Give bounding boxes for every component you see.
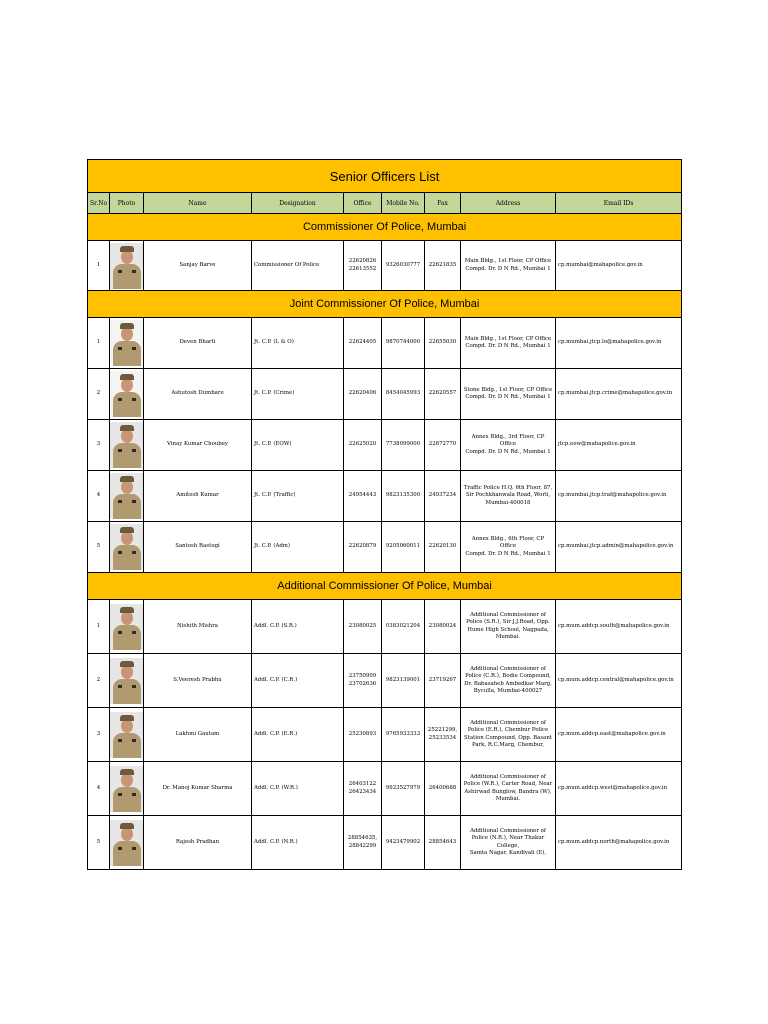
mobile-text: 9765933333: [385, 730, 421, 737]
office-phone-cell: [344, 522, 382, 573]
fax-cell: [425, 420, 461, 471]
office-phone-cell: [344, 471, 382, 522]
name-text: Rajesh Pradhan: [175, 838, 220, 845]
fax-cell: [425, 600, 461, 654]
sr-no-cell: [88, 318, 110, 369]
address-text: Stone Bldg., 1st Floor, CP Office Compd. Dr. D N Rd., Mumbai 1: [463, 386, 553, 400]
name-text: Lakhmi Gautam: [175, 730, 220, 737]
mobile-text: 9823135300: [385, 492, 421, 499]
mobile-text: 8454045993: [385, 390, 421, 397]
fax-text: 22672770: [428, 441, 457, 448]
email-cell: [556, 471, 682, 522]
officer-photo-icon: [110, 524, 144, 570]
email-cell: [556, 816, 682, 870]
email-cell: [556, 241, 682, 291]
sr-no-text: 4: [96, 784, 101, 791]
section-header-row: [88, 291, 682, 318]
address-cell: [461, 471, 556, 522]
sr-no-text: 1: [96, 339, 101, 346]
office-phone-text: 24954443: [348, 492, 377, 499]
table-row: [88, 654, 682, 708]
sr-no-cell: [88, 420, 110, 471]
office-phone-text: 22620826 22613552: [348, 258, 377, 272]
photo-cell: [110, 420, 144, 471]
photo-cell: [110, 762, 144, 816]
section-header-row: [88, 573, 682, 600]
fax-text: 23719267: [428, 676, 457, 683]
fax-text: 25221299, 25233534: [427, 727, 458, 741]
mobile-text: 9823139001: [385, 676, 421, 683]
designation-text: Addl. C.P. (S.R.): [254, 622, 297, 629]
email-cell: [556, 420, 682, 471]
email-text: cp.mumbai@mahapolice.gov.in: [558, 261, 643, 268]
designation-text: Jt. C.P. (Traffic): [254, 492, 296, 499]
officer-photo-icon: [110, 712, 144, 758]
designation-text: Jt. C.P. (EOW): [254, 441, 292, 448]
mobile-cell: [382, 318, 425, 369]
fax-cell: [425, 654, 461, 708]
name-cell: [144, 522, 252, 573]
header-mobile: Mobile No.: [382, 193, 425, 214]
fax-cell: [425, 241, 461, 291]
address-cell: [461, 522, 556, 573]
header-address: Address: [461, 193, 556, 214]
address-cell: [461, 318, 556, 369]
sr-no-text: 3: [96, 730, 101, 737]
designation-cell: [252, 654, 344, 708]
section-header-row: [88, 214, 682, 241]
header-designation: Designation: [252, 193, 344, 214]
address-cell: [461, 816, 556, 870]
office-phone-text: 22620879: [348, 543, 377, 550]
name-text: Vinay Kumar Choubey: [167, 441, 228, 448]
fax-text: 22620130: [428, 543, 457, 550]
table-row: [88, 522, 682, 573]
office-phone-text: 23080025: [348, 622, 377, 629]
address-text: Annex Bldg., 3rd Floor, CP Office Compd. Dr. D N Rd., Mumbai 1: [465, 434, 551, 455]
table-row: [88, 762, 682, 816]
header-fax: Fax: [425, 193, 461, 214]
address-cell: [461, 654, 556, 708]
office-phone-cell: [344, 708, 382, 762]
fax-cell: [425, 318, 461, 369]
mobile-cell: [382, 816, 425, 870]
designation-text: Jt. C.P. (Adm): [254, 543, 291, 550]
fax-cell: [425, 369, 461, 420]
sr-no-cell: [88, 654, 110, 708]
designation-text: Addl. C.P. (W.R.): [254, 784, 298, 791]
officer-photo-icon: [110, 473, 144, 519]
email-cell: [556, 522, 682, 573]
sr-no-text: 3: [96, 441, 101, 448]
email-text: cp.mum.addcp.east@mahapolice.gov.in: [558, 730, 666, 737]
name-text: Amitesh Kumar: [176, 492, 219, 499]
mobile-text: 9205060011: [385, 543, 421, 550]
designation-cell: [252, 318, 344, 369]
header-sr-no: Sr.No: [88, 193, 110, 214]
mobile-cell: [382, 420, 425, 471]
email-cell: [556, 762, 682, 816]
name-cell: [144, 471, 252, 522]
table-row: [88, 318, 682, 369]
fax-text: 23080024: [428, 622, 457, 629]
designation-cell: [252, 600, 344, 654]
name-cell: [144, 318, 252, 369]
name-text: Nishith Mishra: [176, 622, 219, 629]
address-text: Main Bldg., 1st Floor, CP Office Compd. Dr. D N Rd., Mumbai 1: [464, 258, 552, 272]
mobile-cell: [382, 522, 425, 573]
table-row: [88, 241, 682, 291]
mobile-text: 9326030777: [385, 261, 421, 268]
photo-cell: [110, 600, 144, 654]
name-cell: [144, 600, 252, 654]
sr-no-text: 1: [96, 261, 101, 268]
designation-text: Addl. C.P. (N.R.): [254, 838, 298, 845]
email-text: cp.mumbai.jtcp.lo@mahapolice.gov.in: [558, 339, 662, 346]
mobile-text: 9923527979: [385, 784, 421, 791]
office-phone-cell: [344, 318, 382, 369]
office-phone-cell: [344, 654, 382, 708]
name-cell: [144, 708, 252, 762]
email-text: cp.mumbai.jtcp.crime@mahapolice.gov.in: [558, 390, 673, 397]
section-title: Joint Commissioner Of Police, Mumbai: [88, 291, 682, 318]
office-phone-text: 28854635, 28842299: [347, 835, 378, 849]
address-text: Annex Bldg., 6th Floor, CP Office Compd. Dr. D N Rd., Mumbai 1: [465, 536, 551, 557]
designation-cell: [252, 420, 344, 471]
table-row: [88, 420, 682, 471]
sr-no-text: 2: [96, 676, 101, 683]
address-text: Additional Commissioner of Police (N.R.), Near Thakur College, Samta Nagar, Kandivali (E),: [469, 827, 547, 856]
fax-text: 26400688: [428, 784, 457, 791]
section-title: Additional Commissioner Of Police, Mumbai: [88, 573, 682, 600]
designation-text: Commissioner Of Police: [254, 261, 320, 268]
photo-cell: [110, 241, 144, 291]
fax-cell: [425, 816, 461, 870]
header-name: Name: [144, 193, 252, 214]
address-text: Traffic Police H.Q. 6th Floor, 87, Sir Pochkhanwala Road, Worli, Mumbai-400018: [463, 485, 553, 506]
officer-photo-icon: [110, 658, 144, 704]
address-cell: [461, 369, 556, 420]
fax-cell: [425, 471, 461, 522]
photo-cell: [110, 708, 144, 762]
sheet-title: Senior Officers List: [88, 160, 682, 193]
name-cell: [144, 420, 252, 471]
fax-text: 22621835: [428, 261, 457, 268]
designation-text: Jt. C.P. (L & O): [254, 339, 294, 346]
sr-no-cell: [88, 708, 110, 762]
officer-photo-icon: [110, 320, 144, 366]
column-header-row: [88, 193, 682, 214]
title-row: [88, 160, 682, 193]
fax-cell: [425, 762, 461, 816]
mobile-cell: [382, 471, 425, 522]
table-row: [88, 369, 682, 420]
email-cell: [556, 318, 682, 369]
fax-text: 22620557: [428, 390, 457, 397]
email-cell: [556, 369, 682, 420]
designation-cell: [252, 369, 344, 420]
email-cell: [556, 600, 682, 654]
mobile-text: 7738099000: [385, 441, 421, 448]
name-text: Deven Bharti: [179, 339, 216, 346]
table-row: [88, 471, 682, 522]
email-text: cp.mumbai.jtcp.admin@mahapolice.gov.in: [558, 543, 674, 550]
name-cell: [144, 241, 252, 291]
officer-photo-icon: [110, 820, 144, 866]
photo-cell: [110, 471, 144, 522]
office-phone-cell: [344, 762, 382, 816]
designation-text: Addl. C.P. (C.R.): [254, 676, 298, 683]
photo-cell: [110, 369, 144, 420]
sr-no-text: 5: [96, 543, 101, 550]
office-phone-cell: [344, 420, 382, 471]
name-cell: [144, 654, 252, 708]
name-text: Ashutosh Dumbare: [171, 390, 224, 397]
mobile-cell: [382, 762, 425, 816]
address-text: Additional Commissioner of Police (S.R.), Sir J.J.Road, Opp. Hume High School, Nagpada, Mumbai.: [466, 611, 550, 640]
officer-photo-icon: [110, 243, 144, 289]
header-photo: Photo: [110, 193, 144, 214]
office-phone-cell: [344, 600, 382, 654]
office-phone-text: 25230893: [348, 730, 377, 737]
email-text: cp.mum.addcp.north@mahapolice.gov.in: [558, 838, 670, 845]
header-email: Email IDs: [556, 193, 682, 214]
sr-no-cell: [88, 522, 110, 573]
photo-cell: [110, 816, 144, 870]
mobile-cell: [382, 369, 425, 420]
fax-text: 22655030: [428, 339, 457, 346]
table-row: [88, 600, 682, 654]
mobile-text: 9870744000: [385, 339, 421, 346]
senior-officers-table: [87, 159, 682, 870]
photo-cell: [110, 318, 144, 369]
sr-no-cell: [88, 471, 110, 522]
email-cell: [556, 654, 682, 708]
table-row: [88, 816, 682, 870]
address-cell: [461, 420, 556, 471]
office-phone-cell: [344, 816, 382, 870]
designation-text: Addl. C.P. (E.R.): [254, 730, 298, 737]
email-text: cp.mum.addcp.central@mahapolice.gov.in: [558, 676, 674, 683]
sr-no-cell: [88, 600, 110, 654]
email-cell: [556, 708, 682, 762]
sr-no-text: 2: [96, 390, 101, 397]
photo-cell: [110, 654, 144, 708]
fax-text: 24937234: [428, 492, 457, 499]
designation-cell: [252, 816, 344, 870]
designation-text: Jt. C.P. (Crime): [254, 390, 295, 397]
designation-cell: [252, 241, 344, 291]
office-phone-text: 22620406: [348, 390, 377, 397]
mobile-cell: [382, 708, 425, 762]
section-title: Commissioner Of Police, Mumbai: [88, 214, 682, 241]
name-text: S.Veeresh Prabhu: [173, 676, 222, 683]
office-phone-text: 22625020: [348, 441, 377, 448]
fax-text: 28854643: [428, 838, 457, 845]
mobile-text: 9423479902: [385, 838, 421, 845]
name-text: Santosh Rastogi: [175, 543, 220, 550]
name-cell: [144, 369, 252, 420]
name-cell: [144, 816, 252, 870]
photo-cell: [110, 522, 144, 573]
officer-photo-icon: [110, 766, 144, 812]
office-phone-text: 23750909 23702636: [348, 673, 377, 687]
mobile-cell: [382, 241, 425, 291]
email-text: cp.mumbai.jtcp.traf@mahapolice.gov.in: [558, 492, 667, 499]
address-text: Additional Commissioner of Police (E.R.), Chembur Police Station Compound, Opp. Basant Park, R.C.Marg, Chembur,: [464, 719, 552, 748]
designation-cell: [252, 471, 344, 522]
sr-no-text: 5: [96, 838, 101, 845]
office-phone-text: 26403122 26423434: [348, 781, 377, 795]
sr-no-text: 1: [96, 622, 101, 629]
officer-photo-icon: [110, 371, 144, 417]
office-phone-text: 22624405: [348, 339, 377, 346]
office-phone-cell: [344, 369, 382, 420]
sr-no-cell: [88, 241, 110, 291]
designation-cell: [252, 762, 344, 816]
designation-cell: [252, 522, 344, 573]
office-phone-cell: [344, 241, 382, 291]
officer-photo-icon: [110, 604, 144, 650]
address-cell: [461, 241, 556, 291]
email-text: cp.mum.addcp.south@mahapolice.gov.in: [558, 622, 670, 629]
name-cell: [144, 762, 252, 816]
address-text: Additional Commissioner of Police (W.R.), Carter Road, Near Ashirwad Bunglow, Bandra (W), Mumbai.: [463, 773, 553, 802]
mobile-cell: [382, 600, 425, 654]
sr-no-cell: [88, 369, 110, 420]
fax-cell: [425, 708, 461, 762]
address-cell: [461, 708, 556, 762]
name-text: Sanjay Barve: [179, 261, 216, 268]
email-text: jtcp.eow@mahapolice.gov.in: [558, 441, 636, 448]
mobile-text: 0383021204: [385, 622, 421, 629]
address-cell: [461, 762, 556, 816]
fax-cell: [425, 522, 461, 573]
address-text: Additional Commissioner of Police (C.R.), Bodie Compound, Dr. Babasaheb Ambedkar Marg, Byculla, Mumbai-400027: [464, 665, 552, 694]
header-office: Office: [344, 193, 382, 214]
address-cell: [461, 600, 556, 654]
email-text: cp.mum.addcp.west@mahapolice.gov.in: [558, 784, 668, 791]
table-row: [88, 708, 682, 762]
address-text: Main Bldg., 1st Floor, CP Office Compd. Dr. D N Rd., Mumbai 1: [464, 335, 552, 349]
mobile-cell: [382, 654, 425, 708]
designation-cell: [252, 708, 344, 762]
sr-no-text: 4: [96, 492, 101, 499]
name-text: Dr. Manoj Kumar Sharma: [162, 784, 233, 791]
sr-no-cell: [88, 816, 110, 870]
sr-no-cell: [88, 762, 110, 816]
officer-photo-icon: [110, 422, 144, 468]
